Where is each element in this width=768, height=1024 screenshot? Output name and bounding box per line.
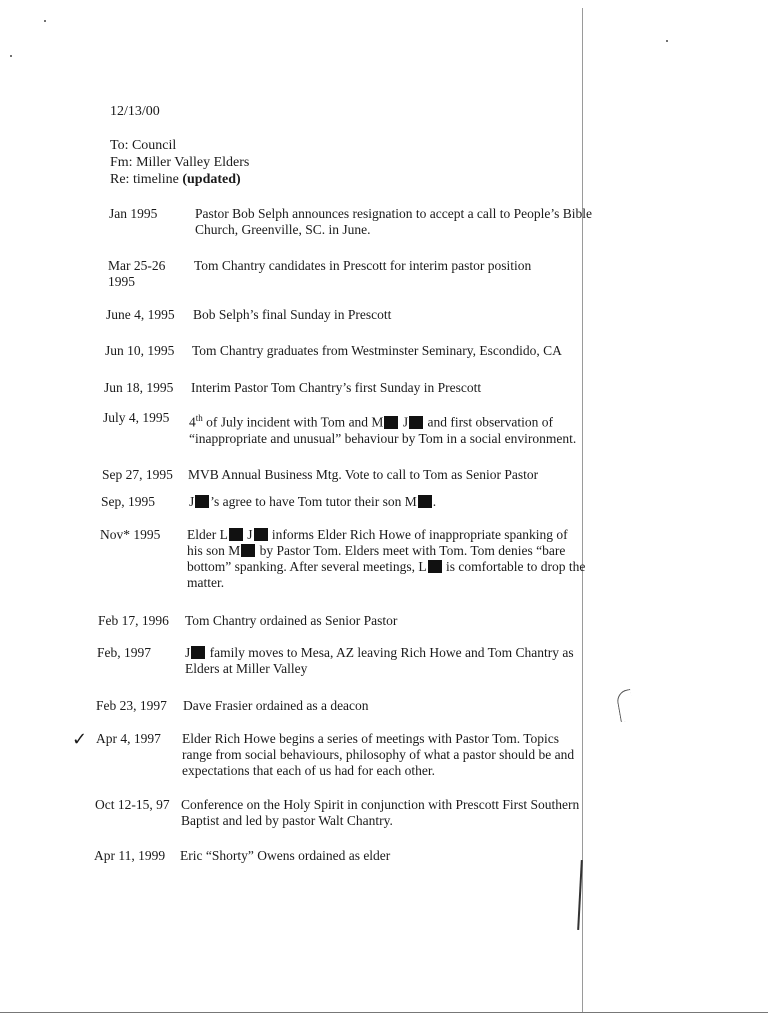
entry-description [185, 613, 397, 629]
memo-subject [110, 172, 241, 188]
entry-date: Jun 10, 1995 [105, 343, 175, 358]
entry-description [195, 206, 592, 238]
redaction-block [191, 646, 205, 659]
entry-date: Apr 11, 1999 [94, 848, 166, 863]
entry-line: Elder L J informs Elder Rich Howe of inappropriate spanking of [187, 527, 568, 542]
entry-description [187, 527, 585, 591]
scan-speck [10, 55, 12, 57]
redaction-block [418, 495, 432, 508]
entry-description [182, 731, 574, 779]
entry-description [194, 258, 531, 274]
entry-line: expectations that each of us had for each other. [182, 763, 436, 778]
entry-line: J family moves to Mesa, AZ leaving Rich Howe and Tom Chantry as [185, 645, 574, 660]
entry-line: range from social behaviours, philosophy of what a pastor should be and [182, 747, 575, 762]
scan-speck [666, 40, 668, 42]
entry-date: Oct 12-15, 97 [95, 797, 170, 812]
redaction-block [384, 416, 398, 429]
entry-description [192, 343, 562, 359]
entry-date: Sep, 1995 [101, 494, 155, 509]
redaction-block [254, 528, 268, 541]
entry-date: Feb 23, 1997 [96, 698, 167, 713]
entry-description [181, 797, 579, 829]
entry-date: Feb, 1997 [97, 645, 151, 660]
entry-line: Interim Pastor Tom Chantry’s first Sunday in Prescott [191, 380, 482, 395]
entry-date: July 4, 1995 [103, 410, 170, 425]
entry-line: Baptist and led by pastor Walt Chantry. [181, 813, 393, 828]
scan-speck [44, 20, 46, 22]
memo-date: 12/13/00 [110, 104, 160, 119]
memo-from: Fm: Miller Valley Elders [110, 155, 250, 170]
memo-subject-text: Re: timeline [110, 172, 179, 187]
entry-description [188, 467, 538, 483]
entry-date: June 4, 1995 [106, 307, 175, 322]
redaction-block [409, 416, 423, 429]
entry-description [183, 698, 369, 714]
memo-subject-updated: (updated) [182, 172, 241, 187]
entry-date: Apr 4, 1997 [96, 731, 161, 746]
entry-description [185, 645, 574, 677]
entry-line: MVB Annual Business Mtg. Vote to call to Tom as Senior Pastor [188, 467, 539, 482]
entry-line: 4th of July incident with Tom and M J and first observation of [189, 413, 554, 430]
entry-line: Bob Selph’s final Sunday in Prescott [193, 307, 392, 322]
redaction-block [241, 544, 255, 557]
pen-mark [615, 689, 635, 722]
entry-line: Church, Greenville, SC. in June. [195, 222, 371, 237]
entry-line: bottom” spanking. After several meetings, L is comfortable to drop the [187, 559, 586, 574]
entry-description [189, 410, 576, 447]
entry-line: J ’s agree to have Tom tutor their son M . [189, 494, 437, 509]
redaction-block [428, 560, 442, 573]
entry-line: Conference on the Holy Spirit in conjunction with Prescott First Southern [181, 797, 580, 812]
memo-to: To: Council [110, 138, 177, 153]
entry-line: Tom Chantry graduates from Westminster Seminary, Escondido, CA [192, 343, 562, 358]
entry-line: Pastor Bob Selph announces resignation to accept a call to People’s Bible [195, 206, 593, 221]
entry-line: Eric “Shorty” Owens ordained as elder [180, 848, 391, 863]
entry-line: “inappropriate and unusual” behaviour by Tom in a social environment. [189, 430, 577, 446]
entry-description [180, 848, 390, 864]
entry-date: Nov* 1995 [100, 527, 161, 542]
entry-line: Elders at Miller Valley [185, 661, 308, 676]
entry-date: Jan 1995 [109, 206, 158, 221]
entry-line: matter. [187, 575, 225, 590]
entry-date: Mar 25-26 1995 [108, 258, 166, 289]
entry-date: Sep 27, 1995 [102, 467, 173, 482]
entry-line: Elder Rich Howe begins a series of meetings with Pastor Tom. Topics [182, 731, 560, 746]
entry-line: his son M by Pastor Tom. Elders meet with Tom. Tom denies “bare [187, 543, 566, 558]
entry-description [189, 494, 436, 510]
checkmark-icon: ✓ [72, 729, 88, 750]
redaction-block [229, 528, 243, 541]
entry-date: Jun 18, 1995 [104, 380, 174, 395]
entry-description [193, 307, 391, 323]
scan-bottom-edge [0, 1012, 768, 1013]
entry-line: Tom Chantry candidates in Prescott for interim pastor position [194, 258, 532, 273]
entry-line: Tom Chantry ordained as Senior Pastor [185, 613, 398, 628]
entry-date: Feb 17, 1996 [98, 613, 169, 628]
redaction-block [195, 495, 209, 508]
entry-description [191, 380, 481, 396]
entry-line: Dave Frasier ordained as a deacon [183, 698, 369, 713]
